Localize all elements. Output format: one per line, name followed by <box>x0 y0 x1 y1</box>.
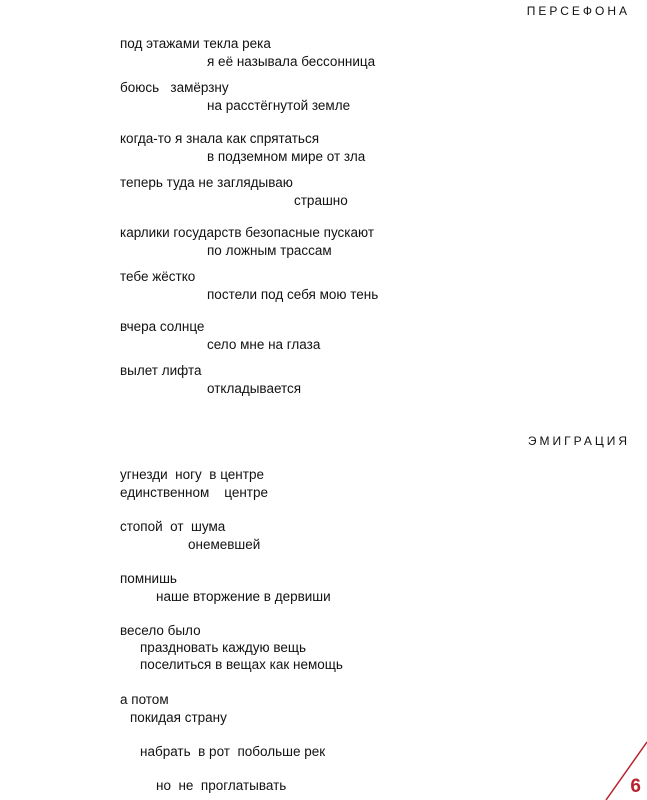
poem-line: помнишь <box>120 571 177 586</box>
poem-line: боюсь замёрзну <box>120 80 229 95</box>
poem-line: стопой от шума <box>120 519 226 534</box>
poem-line: а потом <box>120 692 169 707</box>
poem-line: наше вторжение в дервиши <box>156 589 331 604</box>
poem-line: постели под себя мою тень <box>207 287 379 302</box>
poem-line: весело было <box>120 623 201 638</box>
poem-line: карлики государств безопасные пускают <box>120 225 375 240</box>
poem-line: теперь туда не заглядываю <box>120 175 293 190</box>
poem-line: страшно <box>294 193 348 208</box>
poem-line: я её называла бессонница <box>207 54 376 69</box>
poem-line: онемевшей <box>188 537 261 552</box>
poem-title-emigration: ЭМИГРАЦИЯ <box>527 434 630 448</box>
poem-title-persephone: ПЕРСЕФОНА <box>526 4 630 18</box>
poem-line: набрать в рот побольше рек <box>140 744 326 759</box>
poem-line: откладывается <box>207 381 302 396</box>
poem-line: но не проглатывать <box>156 778 287 793</box>
poem-line: село мне на глаза <box>207 337 321 352</box>
poem-line: единственном центре <box>120 485 268 500</box>
poem-line: праздновать каждую вещь <box>140 640 307 655</box>
poem-line: на расстёгнутой земле <box>207 98 351 113</box>
poem-line: в подземном мире от зла <box>207 149 366 164</box>
poem-line: вылет лифта <box>120 363 202 378</box>
poem-line: по ложным трассам <box>207 243 332 258</box>
poem-line: вчера солнце <box>120 319 205 334</box>
poem-line: поселиться в вещах как немощь <box>140 657 343 672</box>
poem-line: покидая страну <box>130 710 227 725</box>
poem-line: когда-то я знала как спрятаться <box>120 131 320 146</box>
page-number: 6 <box>630 776 641 797</box>
poem-line: под этажами текла река <box>120 36 271 51</box>
poem-line: угнезди ногу в центре <box>120 467 264 482</box>
poem-line: тебе жёстко <box>120 269 196 284</box>
